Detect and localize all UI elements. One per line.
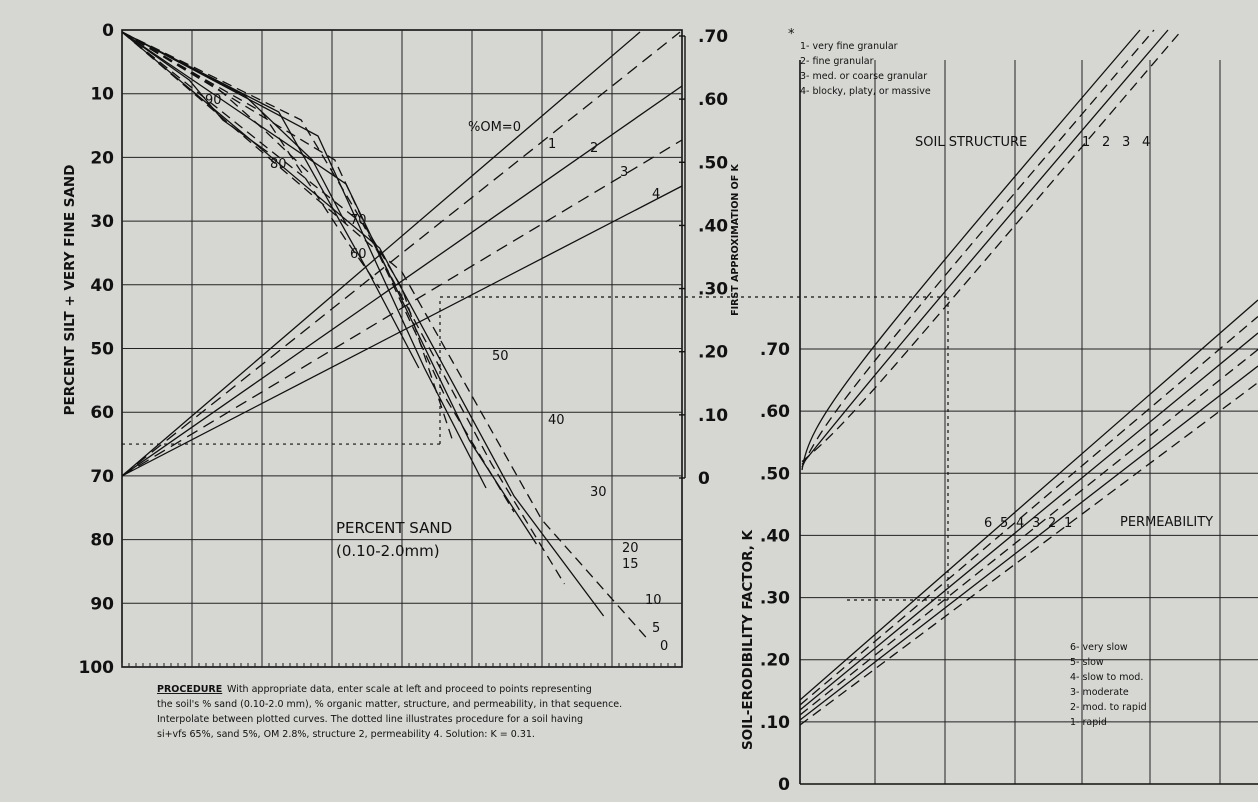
left-tick-label: 80 bbox=[90, 530, 114, 551]
permeability-legend-item: 1- rapid bbox=[1070, 717, 1107, 728]
right-tick-label: .40 bbox=[759, 526, 790, 547]
left-tick-label: 100 bbox=[78, 658, 114, 678]
sand-curve-label: 15 bbox=[622, 557, 639, 572]
procedure-line: the soil's % sand (0.10-2.0 mm), % organic matter, structure, and permeability, in that sequence. bbox=[157, 699, 623, 710]
permeability-numbers bbox=[984, 516, 1072, 531]
soil-structure-title: SOIL STRUCTURE bbox=[915, 135, 1028, 150]
om-line-label: 4 bbox=[652, 187, 661, 202]
example-dotted-path bbox=[122, 297, 948, 600]
permeability-legend bbox=[1070, 642, 1147, 728]
right-tick-label: .60 bbox=[759, 402, 790, 423]
permeability-number: 6 bbox=[984, 516, 993, 531]
middle-tick-label: 0 bbox=[698, 469, 710, 489]
left-tick-label: 30 bbox=[90, 212, 114, 233]
sand-curves bbox=[122, 32, 668, 654]
structure-legend bbox=[800, 41, 931, 97]
left-tick-label: 60 bbox=[90, 403, 114, 424]
percent-sand-label: PERCENT SAND bbox=[336, 519, 453, 537]
om-line-label: 1 bbox=[548, 137, 557, 152]
structure-legend-item: 3- med. or coarse granular bbox=[800, 71, 928, 82]
sand-curve-label: 40 bbox=[548, 413, 565, 428]
left-tick-label: 70 bbox=[90, 466, 114, 487]
procedure-line: Interpolate between plotted curves. The dotted line illustrates procedure for a soil having bbox=[157, 714, 584, 725]
sand-curve bbox=[122, 32, 536, 544]
procedure-text bbox=[157, 684, 622, 740]
middle-tick-label: .50 bbox=[698, 153, 729, 174]
permeability-line bbox=[800, 317, 1258, 706]
middle-axis-ticks bbox=[679, 27, 728, 489]
sand-curve bbox=[122, 32, 419, 368]
sand-curve bbox=[122, 32, 380, 288]
permeability-number: 2 bbox=[1048, 516, 1057, 531]
om-zero-label: %OM=0 bbox=[468, 120, 521, 135]
om-line-label: 2 bbox=[590, 141, 599, 156]
middle-tick-label: .60 bbox=[698, 90, 729, 111]
permeability-number: 1 bbox=[1064, 516, 1073, 531]
permeability-number: 3 bbox=[1032, 516, 1041, 531]
left-tick-label: 20 bbox=[90, 148, 114, 169]
structure-legend-item: 2- fine granular bbox=[800, 56, 874, 67]
permeability-number: 4 bbox=[1016, 516, 1025, 531]
om-line-label: 3 bbox=[620, 165, 629, 180]
permeability-legend-item: 2- mod. to rapid bbox=[1070, 702, 1147, 713]
right-grid bbox=[800, 60, 1258, 784]
sand-curve-label: 60 bbox=[350, 247, 367, 262]
structure-number: 1 bbox=[1082, 135, 1091, 150]
left-tick-label: 50 bbox=[90, 339, 114, 360]
sand-curve-label: 0 bbox=[660, 639, 669, 654]
permeability-line bbox=[800, 300, 1258, 700]
procedure-label: PROCEDURE bbox=[157, 684, 223, 695]
right-tick-label: .20 bbox=[759, 650, 790, 671]
sand-curve-label: 10 bbox=[645, 593, 662, 608]
structure-numbers bbox=[1082, 135, 1150, 150]
sand-curve-label: 90 bbox=[205, 93, 222, 108]
structure-legend-item: 1- very fine granular bbox=[800, 41, 898, 52]
right-tick-label: .10 bbox=[759, 712, 790, 733]
middle-tick-label: .70 bbox=[698, 27, 729, 47]
sand-curve bbox=[122, 32, 564, 584]
sand-curve-label: 80 bbox=[270, 157, 287, 172]
structure-number: 3 bbox=[1122, 135, 1131, 150]
percent-sand-range-label: (0.10-2.0mm) bbox=[336, 542, 440, 560]
sand-curve-label: 30 bbox=[590, 485, 607, 500]
right-tick-label: .30 bbox=[759, 588, 790, 609]
permeability-legend-item: 3- moderate bbox=[1070, 687, 1129, 698]
permeability-title: PERMEABILITY bbox=[1120, 515, 1214, 530]
middle-axis-label: FIRST APPROXIMATION OF K bbox=[730, 164, 741, 316]
sand-curve-label: 5 bbox=[652, 621, 661, 636]
permeability-number: 5 bbox=[1000, 516, 1009, 531]
middle-tick-label: .20 bbox=[698, 342, 729, 363]
sand-curve-label: 20 bbox=[622, 541, 639, 556]
permeability-legend-item: 5- slow bbox=[1070, 657, 1104, 668]
structure-legend-item: 4- blocky, platy, or massive bbox=[800, 86, 931, 97]
left-tick-label: 10 bbox=[90, 84, 114, 105]
left-axis-ticks bbox=[79, 21, 115, 678]
procedure-line: With appropriate data, enter scale at left and proceed to points representing bbox=[227, 684, 592, 695]
middle-tick-label: .40 bbox=[698, 216, 729, 237]
left-axis-label: PERCENT SILT + VERY FINE SAND bbox=[62, 164, 78, 416]
right-tick-label: .70 bbox=[759, 340, 790, 360]
middle-tick-label: .10 bbox=[698, 405, 729, 426]
permeability-line bbox=[800, 383, 1258, 726]
structure-number: 2 bbox=[1102, 135, 1111, 150]
sand-curve-label: 50 bbox=[492, 349, 509, 364]
permeability-legend-item: 6- very slow bbox=[1070, 642, 1128, 653]
right-axis-ticks bbox=[760, 340, 790, 795]
left-tick-label: 90 bbox=[90, 594, 114, 615]
left-grid bbox=[122, 30, 682, 667]
right-tick-label: 0 bbox=[778, 775, 790, 795]
right-lines bbox=[800, 30, 1258, 725]
structure-number: 4 bbox=[1142, 135, 1151, 150]
permeability-line bbox=[800, 366, 1258, 720]
procedure-line: si+vfs 65%, sand 5%, OM 2.8%, structure 2, permeability 4. Solution: K = 0.31. bbox=[157, 729, 535, 740]
left-tick-label: 40 bbox=[90, 275, 114, 296]
structure-asterisk: * bbox=[788, 27, 795, 42]
right-tick-label: .50 bbox=[759, 464, 790, 485]
right-axis-label: SOIL-ERODIBILITY FACTOR, K bbox=[740, 529, 756, 751]
left-tick-label: 0 bbox=[102, 21, 114, 41]
sand-curve-label: 70 bbox=[350, 213, 367, 228]
middle-tick-label: .30 bbox=[698, 279, 729, 300]
permeability-legend-item: 4- slow to mod. bbox=[1070, 672, 1144, 683]
